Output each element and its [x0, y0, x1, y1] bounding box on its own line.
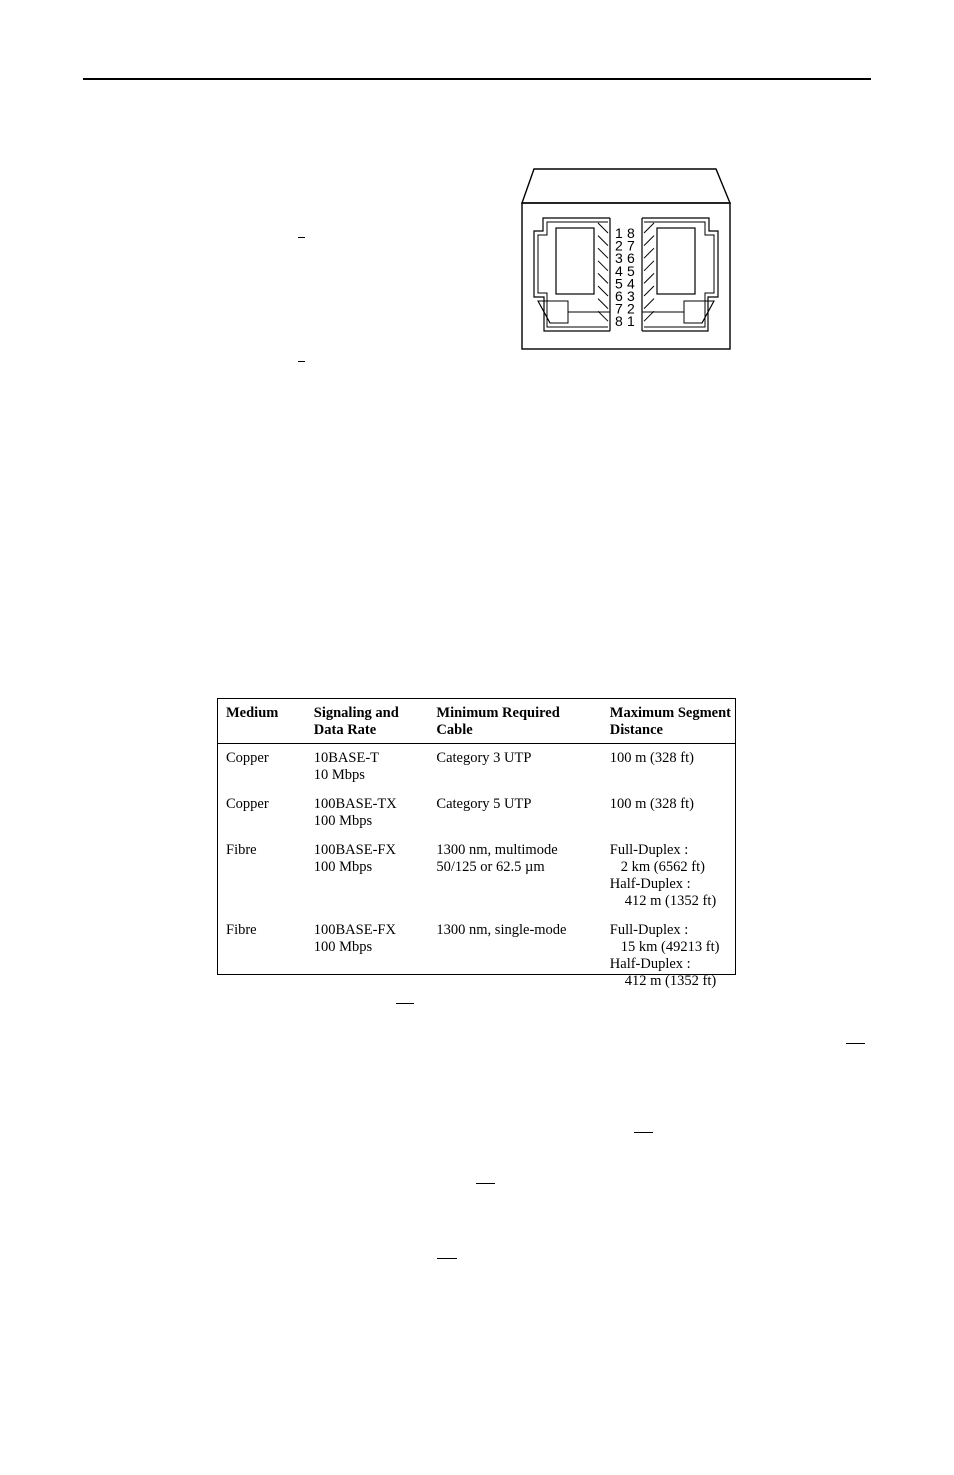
full-duplex-value: 2 km (6562 ft) [620, 859, 705, 875]
pin-contact [644, 261, 654, 271]
full-duplex-value: 15 km (49213 ft) [620, 939, 720, 955]
cell-distance [602, 790, 735, 836]
cable-spec-grid [218, 699, 735, 996]
pin-contact [644, 236, 654, 246]
pin-contact [598, 248, 608, 258]
cell-signaling [306, 916, 429, 996]
cell-medium [218, 836, 306, 916]
signaling-text: 100BASE-FX [313, 922, 396, 938]
cell-signaling [306, 836, 429, 916]
medium-text: Copper [226, 796, 269, 812]
cell-distance [602, 744, 735, 791]
left-pin-numbers [615, 225, 623, 329]
pin-number-right: 6 [627, 250, 635, 267]
cable-spec-table [217, 698, 736, 989]
right-pin-numbers [627, 225, 635, 329]
header-signaling: Signaling and Data Rate [306, 699, 429, 744]
header-cable: Minimum Required Cable [428, 699, 601, 744]
signaling-text: 100BASE-FX [313, 842, 396, 858]
cell-medium [218, 744, 306, 791]
rj45-port-svg [518, 165, 734, 353]
pin-contact [644, 299, 654, 309]
table-row [218, 916, 735, 996]
pin-number-left: 3 [615, 250, 623, 267]
signaling-text: 100BASE-TX [313, 796, 397, 812]
pin-contact [598, 261, 608, 271]
pin-contact [598, 311, 608, 321]
cell-signaling [306, 744, 429, 791]
pin-number-left: 6 [615, 288, 623, 304]
pin-number-right: 5 [627, 262, 635, 279]
overline-mark [437, 1258, 457, 1259]
pin-number-right: 3 [627, 288, 635, 304]
overline-mark [298, 237, 305, 238]
pin-contact [644, 273, 654, 283]
header-medium: Medium [218, 699, 306, 744]
pin-number-right: 2 [627, 300, 635, 317]
cell-cable [428, 790, 601, 836]
right-pin-contacts [644, 223, 654, 321]
pin-contact [644, 248, 654, 258]
table-row [218, 836, 735, 916]
pin-contact [644, 223, 654, 233]
cell-distance [602, 836, 735, 916]
overline-mark [476, 1183, 495, 1184]
overline-mark [396, 1003, 414, 1004]
cell-medium [218, 916, 306, 996]
table-row [218, 790, 735, 836]
table-header-row [218, 699, 735, 744]
pin-contact [598, 299, 608, 309]
signaling-text: 100 Mbps [313, 859, 373, 875]
pin-number-left: 5 [615, 275, 623, 292]
cell-medium [218, 790, 306, 836]
overline-mark [298, 361, 305, 362]
pin-contact [644, 286, 654, 296]
cell-distance [602, 916, 735, 996]
pin-number-left: 8 [615, 313, 623, 330]
rj45-port-diagram [518, 165, 734, 353]
overline-mark [846, 1043, 865, 1044]
pin-number-left: 2 [615, 237, 623, 254]
pin-contact [598, 236, 608, 246]
half-duplex-label: Half-Duplex : [609, 876, 691, 892]
pin-number-right: 1 [627, 313, 635, 330]
pin-contact [598, 273, 608, 283]
pin-number-left: 7 [615, 300, 623, 317]
signaling-text: 100 Mbps [313, 939, 373, 955]
half-duplex-value: 412 m (1352 ft) [624, 973, 717, 989]
distance-text: 100 m (328 ft) [609, 796, 694, 812]
pin-contact [598, 286, 608, 296]
half-duplex-value: 412 m (1352 ft) [624, 893, 717, 909]
left-pin-contacts [598, 223, 608, 321]
table-row [218, 744, 735, 791]
medium-text: Fibre [226, 842, 257, 858]
pin-contact [644, 311, 654, 321]
cell-cable [428, 916, 601, 996]
cable-text: 50/125 or 62.5 µm [436, 859, 545, 875]
header-distance: Maximum Segment Distance [602, 699, 735, 744]
full-duplex-label: Full-Duplex : [609, 922, 689, 938]
half-duplex-label: Half-Duplex : [609, 956, 691, 972]
header-rule [83, 78, 871, 80]
signaling-text: 10BASE-T [313, 750, 380, 766]
full-duplex-label: Full-Duplex : [609, 842, 689, 858]
cable-text: 1300 nm, multimode [436, 842, 558, 858]
pin-number-right: 8 [627, 225, 635, 241]
cell-signaling [306, 790, 429, 836]
pin-number-right: 7 [627, 237, 635, 254]
pin-number-left: 1 [615, 225, 623, 241]
cable-text: Category 5 UTP [436, 796, 532, 812]
cable-text: Category 3 UTP [436, 750, 532, 766]
signaling-text: 100 Mbps [313, 813, 373, 829]
medium-text: Copper [226, 750, 269, 766]
cell-cable [428, 744, 601, 791]
medium-text: Fibre [226, 922, 257, 938]
overline-mark [634, 1132, 653, 1133]
pin-number-left: 4 [615, 262, 623, 279]
pin-number-right: 4 [627, 275, 635, 292]
cable-text: 1300 nm, single-mode [436, 922, 567, 938]
cell-cable [428, 836, 601, 916]
pin-contact [598, 223, 608, 233]
signaling-text: 10 Mbps [313, 767, 365, 783]
distance-text: 100 m (328 ft) [609, 750, 694, 766]
